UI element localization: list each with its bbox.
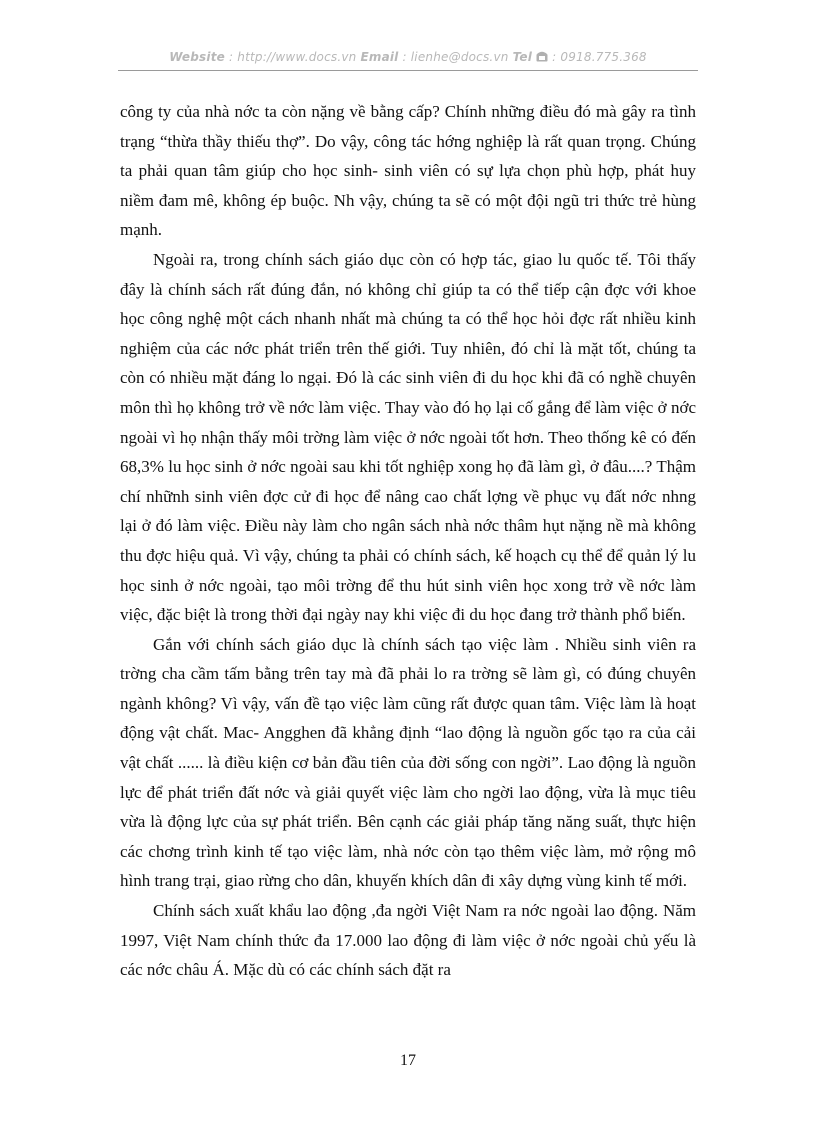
tel-label: Tel — [512, 50, 533, 64]
email-label: Email — [360, 50, 399, 64]
document-body — [120, 97, 696, 985]
paragraph-3: Gắn với chính sách giáo dục là chính sách tạo việc làm . Nhiều sinh viên ra trờng cha cầm tấm bằng trên tay mà đã phải lo ra trờng sẽ làm gì, có đúng chuyên ngành không? Vì vậy, vấn đề tạo việc làm cũng rất được quan tâm. Việc làm là hoạt động vật chất. Mac- Angghen đã khẳng định “lao động là nguồn gốc tạo ra của cải vật chất ...... là điều kiện cơ bản đầu tiên của đời sống con ngời”. Lao động là nguồn lực để phát triển đất nớc và giải quyết việc làm cho ngời lao động, vừa là mục tiêu vừa là động lực của sự phát triển. Bên cạnh các giải pháp tăng năng suất, thực hiện các chơng trình kinh tế tạo việc làm, nhà nớc còn tạo thêm việc làm, mở rộng mô hình trang trại, giao rừng cho dân, khuyến khích dân đi xây dựng vùng kinh tế mới. — [120, 634, 696, 891]
phone-icon — [536, 51, 548, 65]
email-value: : lienhe@docs.vn — [402, 50, 509, 64]
website-label: Website — [169, 50, 225, 64]
page-header — [118, 50, 698, 65]
page-number: 17 — [400, 1052, 416, 1069]
tel-value: : 0918.775.368 — [552, 50, 647, 64]
paragraph-2: Ngoài ra, trong chính sách giáo dục còn có hợp tác, giao lu quốc tế. Tôi thấy đây là chính sách rất đúng đắn, nó không chỉ giúp ta có thể tiếp cận đợc với khoe học công nghệ một cách nhanh nhất mà chúng ta có thể học hỏi đợc rất nhiều kinh nghiệm của các nớc phát triển trên thế giới. Tuy nhiên, đó chỉ là mặt tốt, chúng ta còn có nhiều mặt đáng lo ngại. Đó là các sinh viên đi du học khi đã có nghề chuyên môn thì họ không trở về nớc làm việc. Thay vào đó họ lại cố gắng để làm việc ở nớc ngoài vì họ nhận thấy môi trờng làm việc ở nớc ngoài tốt hơn. Theo thống kê có đến 68,3% lu học sinh ở nớc ngoài sau khi tốt nghiệp xong họ đã làm gì, ở đâu....? Thậm chí nhữnh sinh viên đợc cử đi học để nâng cao chất lợng về phục vụ đất nớc nhng lại ở đó làm việc. Điều này làm cho ngân sách nhà nớc thâm hụt nặng nề mà không thu đợc hiệu quả. Vì vậy, chúng ta phải có chính sách, kế hoạch cụ thể để quản lý lu học sinh ở nớc ngoài, tạo môi trờng để thu hút sinh viên học xong trở về nớc làm việc, đặc biệt là trong thời đại ngày nay khi việc đi du học đang trở thành phổ biến. — [120, 249, 696, 625]
paragraph-1: công ty của nhà nớc ta còn nặng về bằng cấp? Chính những điều đó mà gây ra tình trạng “thừa thầy thiếu thợ”. Do vậy, công tác hớng nghiệp là rất quan trọng. Chúng ta phải quan tâm giúp cho học sinh- sinh viên có sự lựa chọn phù hợp, phát huy niềm đam mê, không ép buộc. Nh vậy, chúng ta sẽ có một đội ngũ tri thức trẻ hùng mạnh. — [120, 102, 696, 240]
paragraph-4: Chính sách xuất khẩu lao động ,đa ngời Việt Nam ra nớc ngoài lao động. Năm 1997, Việt Nam chính thức đa 17.000 lao động đi làm việc ở nớc ngoài chủ yếu là các nớc châu Á. Mặc dù có các chính sách đặt ra — [120, 901, 696, 980]
header-divider — [118, 70, 698, 71]
website-value: : http://www.docs.vn — [229, 50, 357, 64]
